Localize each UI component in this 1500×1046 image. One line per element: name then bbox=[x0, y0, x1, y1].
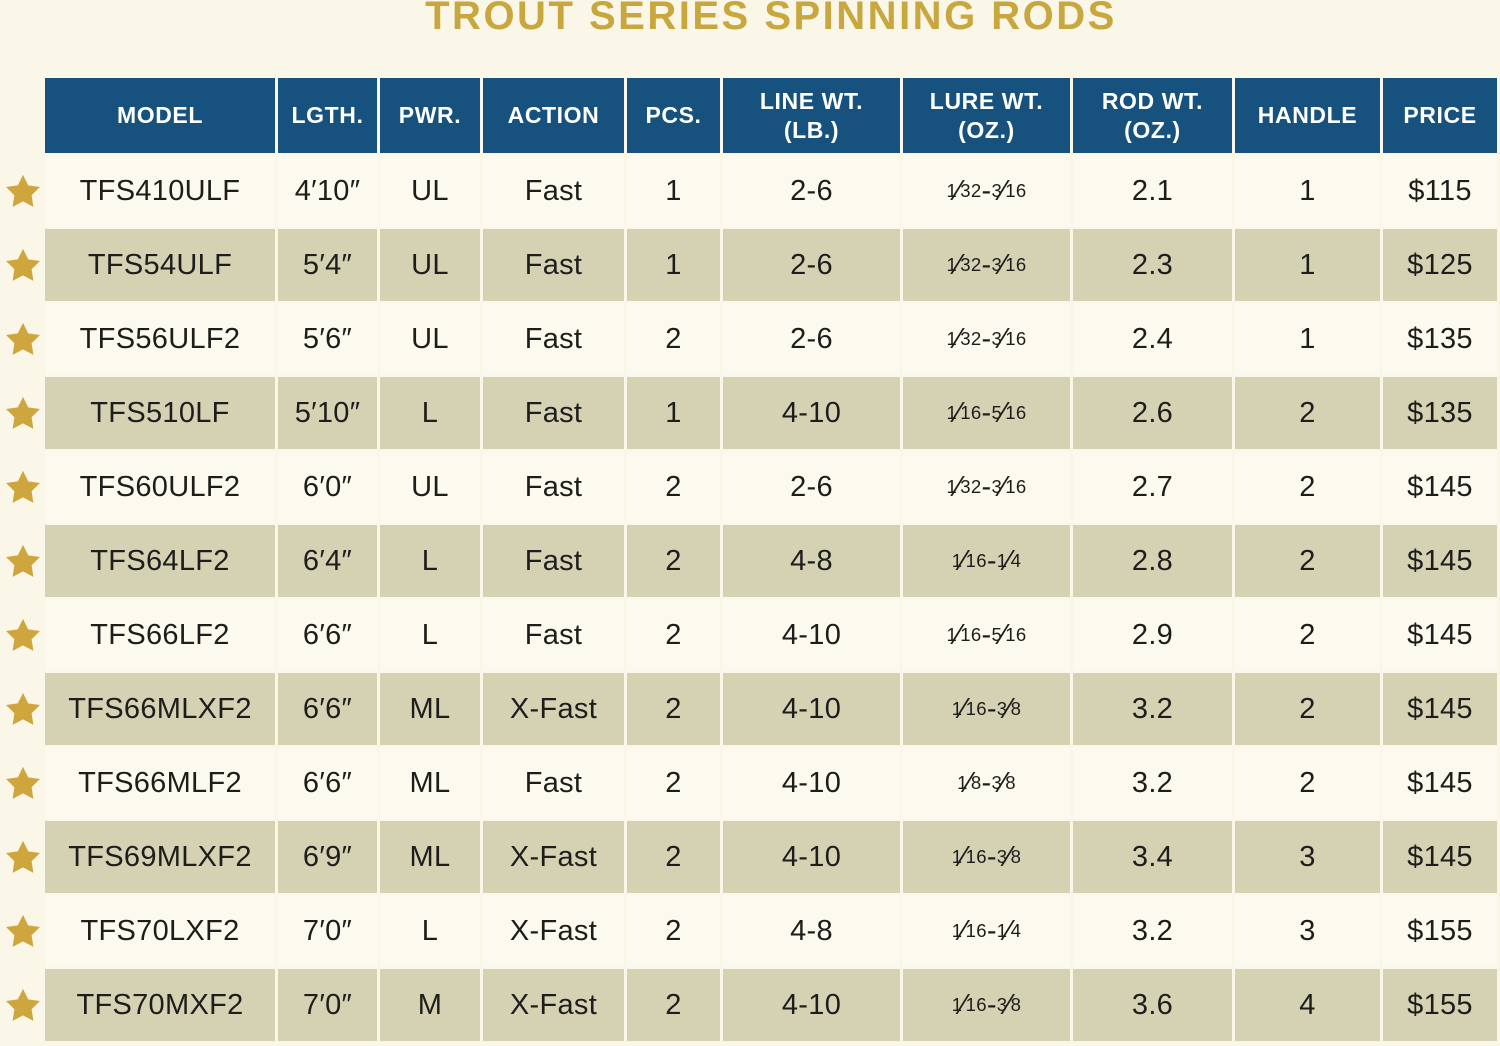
cell-handle: 2 bbox=[1235, 599, 1380, 671]
cell-action: X-Fast bbox=[483, 821, 624, 893]
cell-price: $115 bbox=[1383, 155, 1497, 227]
table-row bbox=[45, 229, 1497, 301]
column-header-handle bbox=[1235, 78, 1380, 153]
column-header-rod-wt bbox=[1073, 78, 1232, 153]
page-title: TROUT SERIES SPINNING RODS bbox=[425, 0, 1117, 38]
cell-handle: 2 bbox=[1235, 747, 1380, 819]
column-header-sublabel: (OZ.) bbox=[958, 116, 1015, 143]
cell-handle: 3 bbox=[1235, 895, 1380, 967]
cell-pieces: 2 bbox=[627, 303, 720, 375]
column-header-action bbox=[483, 78, 624, 153]
cell-line_wt: 4-10 bbox=[723, 673, 900, 745]
cell-pieces: 1 bbox=[627, 155, 720, 227]
star-icon bbox=[6, 396, 40, 430]
cell-power: ML bbox=[380, 747, 480, 819]
cell-line_wt: 4-10 bbox=[723, 599, 900, 671]
cell-action: Fast bbox=[483, 599, 624, 671]
cell-line_wt: 4-8 bbox=[723, 525, 900, 597]
cell-lure_wt: 1 ⁄ 32 - 3 ⁄ 16 bbox=[903, 451, 1070, 523]
cell-rod_wt: 2.8 bbox=[1073, 525, 1232, 597]
column-header-pieces bbox=[627, 78, 720, 153]
cell-model: TFS70MXF2 bbox=[45, 969, 275, 1041]
star-icon bbox=[6, 914, 40, 948]
cell-power: L bbox=[380, 525, 480, 597]
cell-action: Fast bbox=[483, 229, 624, 301]
cell-length: 5′10″ bbox=[278, 377, 377, 449]
cell-line_wt: 2-6 bbox=[723, 229, 900, 301]
cell-pieces: 2 bbox=[627, 599, 720, 671]
cell-price: $145 bbox=[1383, 525, 1497, 597]
cell-length: 6′9″ bbox=[278, 821, 377, 893]
cell-length: 5′6″ bbox=[278, 303, 377, 375]
column-header-lure-wt bbox=[903, 78, 1070, 153]
cell-length: 5′4″ bbox=[278, 229, 377, 301]
cell-lure_wt: 1 ⁄ 32 - 3 ⁄ 16 bbox=[903, 155, 1070, 227]
column-header-label: HANDLE bbox=[1257, 102, 1358, 129]
column-header-label: ACTION bbox=[507, 102, 600, 129]
cell-handle: 1 bbox=[1235, 229, 1380, 301]
cell-model: TFS54ULF bbox=[45, 229, 275, 301]
cell-lure_wt: 1 ⁄ 16 - 3 ⁄ 8 bbox=[903, 821, 1070, 893]
column-header-line-wt bbox=[723, 78, 900, 153]
cell-lure_wt: 1 ⁄ 32 - 3 ⁄ 16 bbox=[903, 229, 1070, 301]
cell-power: L bbox=[380, 895, 480, 967]
cell-pieces: 1 bbox=[627, 377, 720, 449]
table-row bbox=[45, 599, 1497, 671]
table-row bbox=[45, 451, 1497, 523]
column-header-label: LURE WT. bbox=[929, 88, 1044, 115]
column-header-label: ROD WT. bbox=[1101, 88, 1204, 115]
cell-power: UL bbox=[380, 229, 480, 301]
cell-model: TFS56ULF2 bbox=[45, 303, 275, 375]
cell-rod_wt: 3.2 bbox=[1073, 747, 1232, 819]
cell-length: 6′6″ bbox=[278, 747, 377, 819]
cell-model: TFS60ULF2 bbox=[45, 451, 275, 523]
cell-model: TFS410ULF bbox=[45, 155, 275, 227]
cell-price: $155 bbox=[1383, 895, 1497, 967]
cell-length: 6′0″ bbox=[278, 451, 377, 523]
cell-action: Fast bbox=[483, 303, 624, 375]
column-header-model bbox=[45, 78, 275, 153]
star-icon bbox=[6, 618, 40, 652]
cell-rod_wt: 3.2 bbox=[1073, 895, 1232, 967]
cell-pieces: 1 bbox=[627, 229, 720, 301]
spec-table bbox=[45, 78, 1497, 1043]
column-header-length bbox=[278, 78, 377, 153]
cell-line_wt: 4-8 bbox=[723, 895, 900, 967]
cell-price: $145 bbox=[1383, 747, 1497, 819]
column-header-label: LINE WT. bbox=[759, 88, 864, 115]
cell-rod_wt: 2.6 bbox=[1073, 377, 1232, 449]
cell-handle: 3 bbox=[1235, 821, 1380, 893]
cell-price: $135 bbox=[1383, 303, 1497, 375]
cell-rod_wt: 3.6 bbox=[1073, 969, 1232, 1041]
column-header-label: LGTH. bbox=[291, 102, 364, 129]
star-icon bbox=[6, 470, 40, 504]
star-icon bbox=[6, 322, 40, 356]
cell-rod_wt: 3.2 bbox=[1073, 673, 1232, 745]
cell-model: TFS66MLXF2 bbox=[45, 673, 275, 745]
cell-action: Fast bbox=[483, 525, 624, 597]
cell-model: TFS510LF bbox=[45, 377, 275, 449]
column-header-label: MODEL bbox=[116, 102, 204, 129]
column-header-label: PRICE bbox=[1403, 102, 1477, 129]
table-row bbox=[45, 303, 1497, 375]
cell-line_wt: 2-6 bbox=[723, 451, 900, 523]
cell-lure_wt: 1 ⁄ 32 - 3 ⁄ 16 bbox=[903, 303, 1070, 375]
cell-length: 6′6″ bbox=[278, 673, 377, 745]
cell-model: TFS69MLXF2 bbox=[45, 821, 275, 893]
cell-line_wt: 2-6 bbox=[723, 303, 900, 375]
cell-lure_wt: 1 ⁄ 16 - 3 ⁄ 8 bbox=[903, 673, 1070, 745]
cell-pieces: 2 bbox=[627, 525, 720, 597]
cell-handle: 2 bbox=[1235, 525, 1380, 597]
cell-price: $145 bbox=[1383, 451, 1497, 523]
cell-line_wt: 4-10 bbox=[723, 821, 900, 893]
cell-price: $145 bbox=[1383, 599, 1497, 671]
cell-pieces: 2 bbox=[627, 747, 720, 819]
star-icon bbox=[6, 840, 40, 874]
cell-handle: 1 bbox=[1235, 303, 1380, 375]
cell-length: 7′0″ bbox=[278, 895, 377, 967]
table-row bbox=[45, 747, 1497, 819]
cell-action: Fast bbox=[483, 377, 624, 449]
cell-lure_wt: 1 ⁄ 16 - 5 ⁄ 16 bbox=[903, 599, 1070, 671]
cell-model: TFS64LF2 bbox=[45, 525, 275, 597]
cell-handle: 4 bbox=[1235, 969, 1380, 1041]
cell-handle: 1 bbox=[1235, 155, 1380, 227]
cell-line_wt: 4-10 bbox=[723, 377, 900, 449]
column-header-sublabel: (OZ.) bbox=[1124, 116, 1181, 143]
cell-power: L bbox=[380, 377, 480, 449]
cell-action: Fast bbox=[483, 747, 624, 819]
column-header-price bbox=[1383, 78, 1497, 153]
column-header-label: PWR. bbox=[398, 102, 462, 129]
cell-handle: 2 bbox=[1235, 451, 1380, 523]
cell-line_wt: 2-6 bbox=[723, 155, 900, 227]
cell-lure_wt: 1 ⁄ 8 - 3 ⁄ 8 bbox=[903, 747, 1070, 819]
star-icon bbox=[6, 692, 40, 726]
cell-rod_wt: 3.4 bbox=[1073, 821, 1232, 893]
cell-price: $125 bbox=[1383, 229, 1497, 301]
cell-action: X-Fast bbox=[483, 673, 624, 745]
star-icon bbox=[6, 174, 40, 208]
cell-length: 6′6″ bbox=[278, 599, 377, 671]
table-row bbox=[45, 377, 1497, 449]
cell-power: ML bbox=[380, 821, 480, 893]
table-header-row bbox=[45, 78, 1497, 153]
cell-pieces: 2 bbox=[627, 969, 720, 1041]
cell-pieces: 2 bbox=[627, 673, 720, 745]
cell-rod_wt: 2.4 bbox=[1073, 303, 1232, 375]
cell-lure_wt: 1 ⁄ 16 - 3 ⁄ 8 bbox=[903, 969, 1070, 1041]
cell-price: $155 bbox=[1383, 969, 1497, 1041]
column-header-sublabel: (LB.) bbox=[783, 116, 840, 143]
cell-length: 7′0″ bbox=[278, 969, 377, 1041]
cell-model: TFS70LXF2 bbox=[45, 895, 275, 967]
cell-pieces: 2 bbox=[627, 451, 720, 523]
cell-price: $145 bbox=[1383, 821, 1497, 893]
star-icon bbox=[6, 988, 40, 1022]
star-icon bbox=[6, 544, 40, 578]
table-row bbox=[45, 895, 1497, 967]
cell-length: 6′4″ bbox=[278, 525, 377, 597]
cell-model: TFS66MLF2 bbox=[45, 747, 275, 819]
cell-power: L bbox=[380, 599, 480, 671]
cell-pieces: 2 bbox=[627, 821, 720, 893]
cell-handle: 2 bbox=[1235, 673, 1380, 745]
cell-lure_wt: 1 ⁄ 16 - 1 ⁄ 4 bbox=[903, 525, 1070, 597]
table-row bbox=[45, 155, 1497, 227]
cell-action: Fast bbox=[483, 451, 624, 523]
cell-length: 4′10″ bbox=[278, 155, 377, 227]
cell-action: X-Fast bbox=[483, 895, 624, 967]
cell-power: ML bbox=[380, 673, 480, 745]
table-row bbox=[45, 969, 1497, 1041]
cell-power: UL bbox=[380, 155, 480, 227]
column-header-label: PCS. bbox=[645, 102, 702, 129]
table-body bbox=[45, 155, 1497, 1041]
table-row bbox=[45, 821, 1497, 893]
column-header-power bbox=[380, 78, 480, 153]
cell-lure_wt: 1 ⁄ 16 - 1 ⁄ 4 bbox=[903, 895, 1070, 967]
cell-power: M bbox=[380, 969, 480, 1041]
cell-action: Fast bbox=[483, 155, 624, 227]
cell-price: $145 bbox=[1383, 673, 1497, 745]
cell-line_wt: 4-10 bbox=[723, 747, 900, 819]
cell-power: UL bbox=[380, 303, 480, 375]
cell-rod_wt: 2.7 bbox=[1073, 451, 1232, 523]
cell-action: X-Fast bbox=[483, 969, 624, 1041]
cell-rod_wt: 2.1 bbox=[1073, 155, 1232, 227]
table-row bbox=[45, 673, 1497, 745]
cell-model: TFS66LF2 bbox=[45, 599, 275, 671]
cell-rod_wt: 2.3 bbox=[1073, 229, 1232, 301]
cell-power: UL bbox=[380, 451, 480, 523]
cell-handle: 2 bbox=[1235, 377, 1380, 449]
cell-price: $135 bbox=[1383, 377, 1497, 449]
cell-lure_wt: 1 ⁄ 16 - 5 ⁄ 16 bbox=[903, 377, 1070, 449]
table-row bbox=[45, 525, 1497, 597]
cell-pieces: 2 bbox=[627, 895, 720, 967]
cell-rod_wt: 2.9 bbox=[1073, 599, 1232, 671]
cell-line_wt: 4-10 bbox=[723, 969, 900, 1041]
star-icon bbox=[6, 248, 40, 282]
star-icon bbox=[6, 766, 40, 800]
